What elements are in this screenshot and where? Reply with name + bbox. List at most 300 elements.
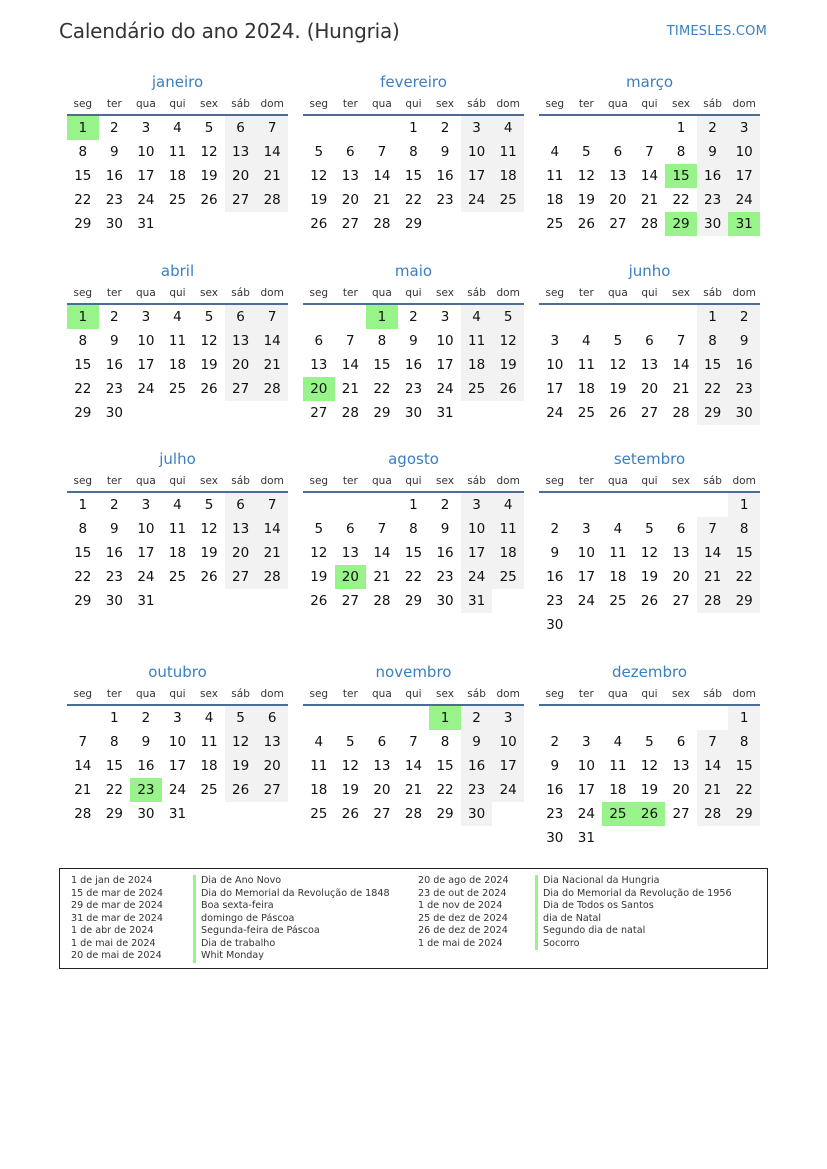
day-cell: 22 bbox=[728, 565, 760, 589]
weekday-label: ter bbox=[342, 688, 358, 700]
week-row bbox=[67, 305, 288, 329]
weekday-label: sex bbox=[672, 475, 691, 487]
day-cell: 30 bbox=[546, 830, 564, 846]
day-cell: 8 bbox=[697, 329, 729, 353]
empty-cell bbox=[256, 589, 288, 613]
day-cell: 16 bbox=[105, 168, 123, 184]
day-cell: 27 bbox=[225, 377, 257, 401]
day-cell: 9 bbox=[440, 521, 450, 537]
empty-cell bbox=[193, 589, 225, 613]
day-cell: 30 bbox=[105, 593, 123, 609]
day-cell: 24 bbox=[137, 192, 155, 208]
day-cell: 20 bbox=[640, 381, 659, 397]
week-row bbox=[303, 140, 524, 164]
day-cell: 29 bbox=[74, 405, 92, 421]
empty-cell bbox=[571, 613, 603, 637]
weekday-label: sex bbox=[672, 688, 691, 700]
empty-cell bbox=[634, 305, 666, 329]
week-row bbox=[539, 212, 760, 236]
empty-cell bbox=[665, 305, 697, 329]
weekday-label: seg bbox=[309, 475, 329, 487]
day-cell: 9 bbox=[110, 144, 119, 160]
day-cell: 27 bbox=[341, 593, 359, 609]
day-cell: 7 bbox=[256, 493, 288, 517]
day-cell: 7 bbox=[256, 116, 288, 140]
month-fevereiro bbox=[303, 70, 524, 236]
holiday-day-cell: 15 bbox=[665, 164, 697, 188]
day-cell: 10 bbox=[137, 333, 155, 349]
week-row bbox=[303, 541, 524, 565]
week-row bbox=[539, 730, 760, 754]
day-cell: 15 bbox=[436, 758, 454, 774]
day-cell: 25 bbox=[168, 192, 187, 208]
day-cell: 1 bbox=[697, 305, 729, 329]
day-cell: 2 bbox=[440, 497, 450, 513]
month-title: julho bbox=[159, 450, 196, 468]
week-row bbox=[539, 778, 760, 802]
day-cell: 14 bbox=[256, 140, 288, 164]
day-cell: 29 bbox=[728, 802, 760, 826]
day-cell: 22 bbox=[436, 782, 454, 798]
day-cell: 26 bbox=[341, 806, 359, 822]
empty-cell bbox=[256, 212, 288, 236]
empty-cell bbox=[193, 802, 225, 826]
weekday-label: qui bbox=[169, 688, 186, 700]
legend-dates-right bbox=[418, 875, 509, 950]
day-cell: 12 bbox=[341, 758, 359, 774]
day-cell: 19 bbox=[341, 782, 359, 798]
weekday-header bbox=[539, 471, 760, 493]
day-cell: 23 bbox=[105, 192, 123, 208]
empty-cell bbox=[492, 802, 524, 826]
day-cell: 7 bbox=[676, 333, 686, 349]
day-cell: 26 bbox=[310, 593, 328, 609]
weekday-label: ter bbox=[578, 688, 594, 700]
day-cell: 11 bbox=[609, 758, 627, 774]
week-row bbox=[539, 377, 760, 401]
holiday-name: Whit Monday bbox=[193, 950, 390, 963]
weekday-label: sex bbox=[436, 688, 455, 700]
day-cell: 6 bbox=[256, 706, 288, 730]
weekday-label: ter bbox=[578, 287, 594, 299]
weekday-label: sex bbox=[436, 475, 455, 487]
day-cell: 19 bbox=[492, 353, 524, 377]
day-cell: 12 bbox=[640, 545, 659, 561]
holiday-name: Socorro bbox=[535, 938, 732, 951]
day-cell: 12 bbox=[577, 168, 595, 184]
day-cell: 2 bbox=[409, 309, 418, 325]
empty-cell bbox=[162, 401, 194, 425]
day-cell: 15 bbox=[105, 758, 123, 774]
day-cell: 22 bbox=[728, 778, 760, 802]
day-cell: 20 bbox=[341, 192, 359, 208]
day-cell: 30 bbox=[105, 405, 123, 421]
day-cell: 10 bbox=[577, 545, 595, 561]
month-title: março bbox=[625, 73, 674, 91]
empty-cell bbox=[602, 305, 634, 329]
empty-cell bbox=[665, 826, 697, 850]
day-cell: 6 bbox=[377, 734, 387, 750]
week-row bbox=[303, 706, 524, 730]
day-cell: 13 bbox=[310, 357, 328, 373]
holiday-date: 25 de dez de 2024 bbox=[418, 912, 508, 924]
month-title: abril bbox=[160, 262, 195, 280]
day-cell: 4 bbox=[492, 116, 524, 140]
day-cell: 4 bbox=[492, 493, 524, 517]
day-cell: 18 bbox=[492, 541, 524, 565]
weekday-label: ter bbox=[106, 287, 122, 299]
day-cell: 25 bbox=[168, 381, 187, 397]
weekday-label: qui bbox=[405, 475, 422, 487]
weekday-label: seg bbox=[73, 287, 93, 299]
day-cell: 27 bbox=[310, 405, 328, 421]
day-cell: 23 bbox=[105, 381, 123, 397]
day-cell: 22 bbox=[105, 782, 123, 798]
empty-cell bbox=[571, 305, 603, 329]
day-cell: 21 bbox=[373, 569, 391, 585]
day-cell: 28 bbox=[404, 806, 423, 822]
day-cell: 20 bbox=[225, 164, 257, 188]
day-cell: 8 bbox=[377, 333, 387, 349]
day-cell: 17 bbox=[137, 357, 155, 373]
day-cell: 5 bbox=[613, 333, 623, 349]
day-cell: 21 bbox=[373, 192, 391, 208]
holiday-name: Segundo dia de natal bbox=[535, 925, 732, 938]
day-cell: 6 bbox=[613, 144, 623, 160]
day-cell: 25 bbox=[492, 188, 524, 212]
day-cell: 29 bbox=[105, 806, 123, 822]
day-cell: 20 bbox=[373, 782, 391, 798]
day-cell: 21 bbox=[256, 164, 288, 188]
weekday-label: sex bbox=[436, 287, 455, 299]
holiday-day-cell: 20 bbox=[303, 377, 335, 401]
week-row bbox=[303, 305, 524, 329]
day-cell: 28 bbox=[697, 802, 729, 826]
day-cell: 16 bbox=[461, 754, 493, 778]
day-cell: 29 bbox=[697, 401, 729, 425]
day-cell: 8 bbox=[409, 144, 418, 160]
day-cell: 30 bbox=[404, 405, 423, 421]
empty-cell bbox=[225, 212, 257, 236]
weekday-label: seg bbox=[545, 475, 565, 487]
day-cell: 24 bbox=[577, 806, 595, 822]
day-cell: 28 bbox=[640, 216, 659, 232]
day-cell: 3 bbox=[173, 710, 182, 726]
day-cell: 16 bbox=[436, 168, 454, 184]
day-cell: 18 bbox=[577, 381, 595, 397]
day-cell: 31 bbox=[461, 589, 493, 613]
month-dezembro bbox=[539, 660, 760, 850]
day-cell: 5 bbox=[204, 120, 214, 136]
week-row bbox=[303, 212, 524, 236]
weekday-label: sáb bbox=[231, 475, 250, 487]
day-cell: 26 bbox=[577, 216, 595, 232]
day-cell: 21 bbox=[74, 782, 92, 798]
weekday-label: sáb bbox=[703, 475, 722, 487]
day-cell: 11 bbox=[546, 168, 564, 184]
weekday-label: sáb bbox=[703, 98, 722, 110]
day-cell: 21 bbox=[697, 778, 729, 802]
holiday-name: Boa sexta-feira bbox=[193, 900, 390, 913]
day-cell: 22 bbox=[672, 192, 690, 208]
day-cell: 22 bbox=[373, 381, 391, 397]
empty-cell bbox=[193, 212, 225, 236]
day-cell: 3 bbox=[582, 521, 591, 537]
day-cell: 27 bbox=[640, 405, 659, 421]
weekday-label: sex bbox=[672, 287, 691, 299]
week-row bbox=[67, 116, 288, 140]
day-cell: 6 bbox=[346, 521, 355, 537]
day-cell: 26 bbox=[200, 569, 218, 585]
week-row bbox=[539, 541, 760, 565]
day-cell: 20 bbox=[225, 541, 257, 565]
week-row bbox=[539, 305, 760, 329]
day-cell: 6 bbox=[225, 116, 257, 140]
day-cell: 30 bbox=[546, 617, 564, 633]
day-cell: 11 bbox=[492, 140, 524, 164]
day-cell: 2 bbox=[440, 120, 450, 136]
day-cell: 14 bbox=[256, 329, 288, 353]
weekday-label: dom bbox=[496, 287, 520, 299]
day-cell: 15 bbox=[728, 754, 760, 778]
weekday-label: sáb bbox=[467, 688, 486, 700]
day-cell: 19 bbox=[640, 569, 659, 585]
day-cell: 20 bbox=[609, 192, 627, 208]
month-novembro bbox=[303, 660, 524, 826]
empty-cell bbox=[539, 116, 571, 140]
weekday-label: qui bbox=[169, 98, 186, 110]
weekday-label: sáb bbox=[467, 98, 486, 110]
day-cell: 17 bbox=[728, 164, 760, 188]
empty-cell bbox=[335, 706, 367, 730]
day-cell: 2 bbox=[461, 706, 493, 730]
day-cell: 9 bbox=[550, 545, 560, 561]
day-cell: 24 bbox=[137, 569, 155, 585]
day-cell: 22 bbox=[404, 192, 423, 208]
holiday-date: 1 de abr de 2024 bbox=[71, 925, 154, 936]
day-cell: 10 bbox=[546, 357, 564, 373]
day-cell: 6 bbox=[346, 144, 355, 160]
day-cell: 25 bbox=[168, 569, 187, 585]
empty-cell bbox=[303, 116, 335, 140]
empty-cell bbox=[130, 401, 162, 425]
weekday-label: ter bbox=[578, 98, 594, 110]
day-cell: 18 bbox=[546, 192, 564, 208]
day-cell: 10 bbox=[168, 734, 187, 750]
week-row bbox=[539, 188, 760, 212]
day-cell: 27 bbox=[341, 216, 359, 232]
day-cell: 13 bbox=[373, 758, 391, 774]
week-row bbox=[539, 826, 760, 850]
day-cell: 13 bbox=[341, 168, 359, 184]
week-row bbox=[539, 353, 760, 377]
holiday-day-cell: 25 bbox=[602, 802, 634, 826]
day-cell: 22 bbox=[697, 377, 729, 401]
day-cell: 11 bbox=[310, 758, 328, 774]
weekday-label: seg bbox=[309, 287, 329, 299]
holiday-date: 1 de jan de 2024 bbox=[71, 875, 153, 886]
page-title: Calendário do ano 2024. (Hungria) bbox=[59, 19, 400, 43]
day-cell: 1 bbox=[728, 493, 760, 517]
day-cell: 2 bbox=[110, 120, 119, 136]
holiday-day-cell: 1 bbox=[67, 305, 99, 329]
day-cell: 9 bbox=[728, 329, 760, 353]
day-cell: 7 bbox=[78, 734, 88, 750]
holiday-name: Dia Nacional da Hungria bbox=[535, 875, 732, 888]
day-cell: 12 bbox=[492, 329, 524, 353]
weekday-label: sex bbox=[672, 98, 691, 110]
empty-cell bbox=[539, 305, 571, 329]
holiday-name: Dia de trabalho bbox=[193, 938, 390, 951]
weekday-label: qui bbox=[641, 287, 658, 299]
week-row bbox=[539, 329, 760, 353]
month-title: janeiro bbox=[151, 73, 204, 91]
empty-cell bbox=[634, 116, 666, 140]
day-cell: 13 bbox=[225, 329, 257, 353]
weekday-label: sáb bbox=[231, 688, 250, 700]
day-cell: 5 bbox=[582, 144, 591, 160]
month-title: novembro bbox=[375, 663, 452, 681]
day-cell: 3 bbox=[461, 116, 493, 140]
weekday-label: sex bbox=[200, 475, 219, 487]
day-cell: 10 bbox=[492, 730, 524, 754]
weekday-label: qui bbox=[641, 98, 658, 110]
day-cell: 24 bbox=[728, 188, 760, 212]
day-cell: 17 bbox=[492, 754, 524, 778]
weekday-label: dom bbox=[260, 475, 284, 487]
day-cell: 3 bbox=[582, 734, 591, 750]
week-row bbox=[303, 116, 524, 140]
day-cell: 25 bbox=[200, 782, 218, 798]
day-cell: 2 bbox=[550, 734, 560, 750]
day-cell: 9 bbox=[409, 333, 418, 349]
day-cell: 18 bbox=[492, 164, 524, 188]
day-cell: 24 bbox=[546, 405, 564, 421]
day-cell: 7 bbox=[346, 333, 355, 349]
day-cell: 11 bbox=[168, 144, 187, 160]
day-cell: 15 bbox=[74, 545, 92, 561]
day-cell: 24 bbox=[461, 565, 493, 589]
day-cell: 4 bbox=[613, 521, 623, 537]
day-cell: 23 bbox=[461, 778, 493, 802]
day-cell: 26 bbox=[640, 593, 659, 609]
day-cell: 30 bbox=[728, 401, 760, 425]
weekday-label: qua bbox=[608, 475, 628, 487]
day-cell: 11 bbox=[492, 517, 524, 541]
holiday-day-cell: 1 bbox=[366, 305, 398, 329]
week-row bbox=[539, 754, 760, 778]
holiday-legend bbox=[59, 868, 768, 969]
weekday-label: ter bbox=[578, 475, 594, 487]
month-title: maio bbox=[394, 262, 433, 280]
weekday-label: sex bbox=[200, 287, 219, 299]
weekday-label: dom bbox=[496, 475, 520, 487]
day-cell: 5 bbox=[314, 144, 324, 160]
day-cell: 26 bbox=[200, 192, 218, 208]
empty-cell bbox=[162, 589, 194, 613]
day-cell: 24 bbox=[168, 782, 187, 798]
day-cell: 13 bbox=[609, 168, 627, 184]
weekday-header bbox=[303, 94, 524, 116]
day-cell: 9 bbox=[110, 521, 119, 537]
empty-cell bbox=[303, 706, 335, 730]
holiday-name: Dia do Memorial da Revolução de 1848 bbox=[193, 888, 390, 901]
empty-cell bbox=[634, 826, 666, 850]
empty-cell bbox=[366, 706, 398, 730]
weekday-label: dom bbox=[732, 475, 756, 487]
week-row bbox=[539, 589, 760, 613]
weekday-label: sex bbox=[200, 98, 219, 110]
week-row bbox=[539, 116, 760, 140]
holiday-name: Dia de Todos os Santos bbox=[535, 900, 732, 913]
day-cell: 27 bbox=[672, 806, 690, 822]
weekday-label: seg bbox=[545, 287, 565, 299]
day-cell: 21 bbox=[640, 192, 659, 208]
weekday-label: qui bbox=[405, 688, 422, 700]
weekday-header bbox=[539, 684, 760, 706]
day-cell: 7 bbox=[377, 521, 387, 537]
weekday-label: dom bbox=[732, 98, 756, 110]
weekday-label: dom bbox=[260, 98, 284, 110]
weekday-label: seg bbox=[73, 98, 93, 110]
weekday-header bbox=[303, 471, 524, 493]
day-cell: 26 bbox=[492, 377, 524, 401]
day-cell: 14 bbox=[341, 357, 359, 373]
day-cell: 20 bbox=[225, 353, 257, 377]
day-cell: 7 bbox=[697, 730, 729, 754]
week-row bbox=[303, 329, 524, 353]
holiday-day-cell: 20 bbox=[335, 565, 367, 589]
day-cell: 19 bbox=[200, 545, 218, 561]
day-cell: 6 bbox=[314, 333, 324, 349]
week-row bbox=[539, 802, 760, 826]
day-cell: 29 bbox=[728, 589, 760, 613]
day-cell: 27 bbox=[373, 806, 391, 822]
day-cell: 5 bbox=[314, 521, 324, 537]
weekday-label: qua bbox=[372, 98, 392, 110]
day-cell: 21 bbox=[697, 565, 729, 589]
empty-cell bbox=[602, 706, 634, 730]
day-cell: 27 bbox=[256, 778, 288, 802]
weekday-label: sáb bbox=[231, 98, 250, 110]
week-row bbox=[303, 802, 524, 826]
day-cell: 7 bbox=[377, 144, 387, 160]
day-cell: 8 bbox=[78, 521, 88, 537]
day-cell: 10 bbox=[137, 144, 155, 160]
week-row bbox=[67, 493, 288, 517]
legend-names-right bbox=[535, 875, 732, 950]
week-row bbox=[67, 802, 288, 826]
empty-cell bbox=[162, 212, 194, 236]
month-março bbox=[539, 70, 760, 236]
weekday-label: seg bbox=[73, 475, 93, 487]
week-row bbox=[303, 778, 524, 802]
day-cell: 29 bbox=[436, 806, 454, 822]
empty-cell bbox=[634, 493, 666, 517]
week-row bbox=[303, 188, 524, 212]
day-cell: 4 bbox=[613, 734, 623, 750]
month-setembro bbox=[539, 447, 760, 637]
day-cell: 6 bbox=[225, 305, 257, 329]
day-cell: 17 bbox=[168, 758, 187, 774]
holiday-day-cell: 23 bbox=[130, 778, 162, 802]
week-row bbox=[303, 401, 524, 425]
brand-link[interactable]: TIMESLES.COM bbox=[666, 24, 767, 39]
day-cell: 13 bbox=[225, 517, 257, 541]
day-cell: 25 bbox=[609, 593, 627, 609]
weekday-header bbox=[67, 283, 288, 305]
day-cell: 13 bbox=[672, 758, 690, 774]
